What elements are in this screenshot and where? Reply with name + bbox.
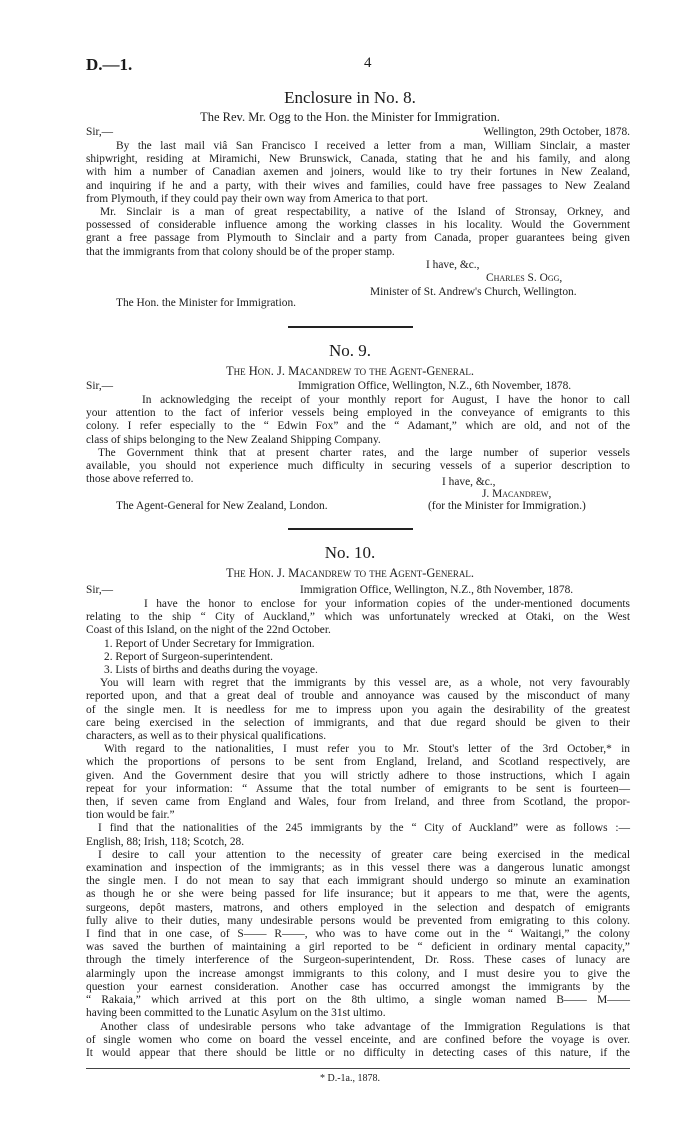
body-line: those above referred to. [86,473,194,486]
enclosure-8-body [86,140,630,259]
body-line: I find that in one case, of S—— R——, who was to have come out in the “ Waitangi,” the colony [86,928,630,941]
document-reference: D.—1. [86,55,133,74]
body-line: Another class of undesirable persons who take advantage of the Immigration Regulations is that [100,1020,630,1033]
body-line: I have the honor to enclose for your information copies of the under-mentioned documents [144,598,630,610]
list-item: 1. Report of Under Secretary for Immigration. [104,637,315,650]
list-item: 2. Report of Surgeon-superintendent. [104,650,274,663]
no-10-subtitle: The Hon. J. Macandrew to the Agent-General. [225,566,475,580]
no-9-title: No. 9. [328,341,372,360]
body-line: You will learn with regret that the immigrants by this vessel are, as a whole, not very favourably [100,677,630,690]
body-line: of single women who come on board the vessel enceinte, and are confined before the voyage is over. [86,1033,630,1046]
body-line: through the timely interference of the Surgeon-superintendent, Dr. Ross. These cases of lunacy are [86,954,630,967]
body-line: care being exercised in the selection of immigrants, and that due regard should be given to their [86,716,630,729]
body-line: By the last mail viâ San Francisco I received a letter from a man, William Sinclair, a master [116,140,630,152]
body-line: With regard to the nationalities, I must refer you to Mr. Stout's letter of the 3rd October,* in [104,743,630,756]
body-line: as though he or she were being passed for life insurance; but it appears to me that, were the agents, [86,888,630,901]
body-line: question your earnest consideration. Another case has occurred amongst the immigrants by the [86,980,630,993]
body-line: surgeons, depôt masters, matrons, and others employed in the selection and despatch of emigrants [86,901,630,914]
no-10-title: No. 10. [324,543,376,562]
body-line: In acknowledging the receipt of your monthly report for August, I have the honor to call [142,394,630,406]
body-line: of the single men. It is needless for me to impress upon you again the desirability of the greatest [86,703,630,716]
body-line: with him a number of Canadian axemen and joiners, would like to try their fortunes in New Zealand, [86,166,630,179]
no-9-place-date: Immigration Office, Wellington, N.Z., 6th November, 1878. [298,380,572,392]
footnote: * D.-1a., 1878. [320,1073,380,1084]
body-line: fully alive to their duties, many undesirable persons would be prevented from emigrating to this colony. [86,914,630,927]
no-9-signatory-note: (for the Minister for Immigration.) [428,500,586,512]
no-9-addressee: The Agent-General for New Zealand, London. [116,500,328,512]
enclosure-8-title: Enclosure in No. 8. [284,88,416,107]
enclosure-8-addressee: The Hon. the Minister for Immigration. [116,297,296,309]
section-divider [288,326,413,328]
body-line: and inquiring if he and a party, with their wives and families, could have free passages to New Zealand [86,179,630,192]
no-10-salutation: Sir,— [86,584,114,596]
body-line: The Government think that at present charter rates, and the large number of superior vessels [98,446,630,459]
body-line: shipwright, residing at Miramichi, New Brunswick, Canada, stating that he and his family, and along [86,153,630,166]
body-line: reported upon, and that a great deal of trouble and annoyance was caused by the misconduct of many [86,690,630,703]
body-line: having been committed to the Lunatic Asylum on the 31st ultimo. [86,1007,386,1020]
body-line: given. And the Government desire that you will strictly adhere to those instructions, which I again [86,769,630,782]
footnote-rule [86,1068,630,1069]
no-9-closing: I have, &c., [442,476,496,488]
body-line: It would appear that there should be little or no difficulty in detecting cases of this nature, if the [86,1046,630,1059]
enclosure-8-salutation: Sir,— [86,126,114,138]
body-line: was saved the burthen of maintaining a girl reported to be “ deficient in ordinary mental capacity,” [86,941,630,954]
no-9-body [86,394,630,486]
no-10-place-date: Immigration Office, Wellington, N.Z., 8th November, 1878. [300,584,574,596]
body-line: Coast of this Island, on the night of the 22nd October. [86,624,331,637]
body-line: which the proportions of persons to be sent from England, Ireland, and Scotland respectively, are [86,756,630,769]
body-line: examination and inspection of the immigrants; as in this vessel there was a dangerous lunatic amongst [86,862,630,875]
body-line: Mr. Sinclair is a man of great respectability, a native of the Island of Stronsay, Orkney, and [100,206,630,219]
body-line: English, 88; Irish, 118; Scotch, 28. [86,835,245,848]
body-line: the single men. I do not mean to say that each immigrant should undergo so minute an examination [86,875,630,888]
section-divider [288,528,413,530]
enclosure-8-subtitle: The Rev. Mr. Ogg to the Hon. the Minister for Immigration. [200,110,500,124]
body-line: then, if seven came from England and Wales, four from Ireland, and three from Scotland, the propor- [86,796,630,809]
body-line: colony. I refer especially to the “ Edwin Fox” and the “ Adamant,” which are old, and not of the [86,420,630,433]
body-line: from Plymouth, if they could pay their own way from America to that port. [86,192,428,205]
body-line: I desire to call your attention to the necessity of greater care being exercised in the medical [98,848,630,861]
body-line: tion would be fair.” [86,809,175,822]
enclosure-8-signatory-title: Minister of St. Andrew's Church, Wellington. [370,286,577,298]
body-line: possessed of considerable influence among the working classes in his locality. Would the Government [86,219,630,232]
body-line: available, you should not experience much difficulty in securing vessels of a superior description to [86,460,630,473]
body-line: relating to the ship “ City of Auckland,” which was unfortunately wrecked at Otaki, on the West [86,611,630,624]
enclosure-8-closing: I have, &c., [426,259,480,271]
no-9-signatory: J. Macandrew, [482,488,552,500]
body-line: grant a free passage from Plymouth to Sinclair and a party from Canada, proper guarantees being given [86,232,630,245]
body-line: I find that the nationalities of the 245 immigrants by the “ City of Auckland” were as follows :— [98,822,630,835]
body-line: repeat for your information: “ Assume that the total number of emigrants to be sent is fourteen— [86,782,630,795]
body-line: that the immigrants from that colony should be of the proper stamp. [86,245,395,258]
body-line: alarmingly upon the increase amongst immigrants to this colony, and I must desire you to give the [86,967,630,980]
body-line: characters, as well as to their physical qualifications. [86,730,327,743]
enclosure-8-place-date: Wellington, 29th October, 1878. [483,126,630,138]
list-item: 3. Lists of births and deaths during the voyage. [104,664,318,677]
no-9-salutation: Sir,— [86,380,114,392]
page-number: 4 [364,55,372,71]
body-line: your attention to the fact of inferior vessels being employed in the conveyance of emigrants to this [86,407,630,420]
body-line: class of ships belonging to the New Zealand Shipping Company. [86,433,381,446]
no-9-subtitle: The Hon. J. Macandrew to the Agent-General. [225,364,475,378]
no-10-body [86,598,630,1060]
enclosure-8-signatory: Charles S. Ogg, [486,272,563,284]
body-line: “ Rakaia,” which arrived at this port on the 8th ultimo, a single woman named B—— M—— [86,994,630,1007]
